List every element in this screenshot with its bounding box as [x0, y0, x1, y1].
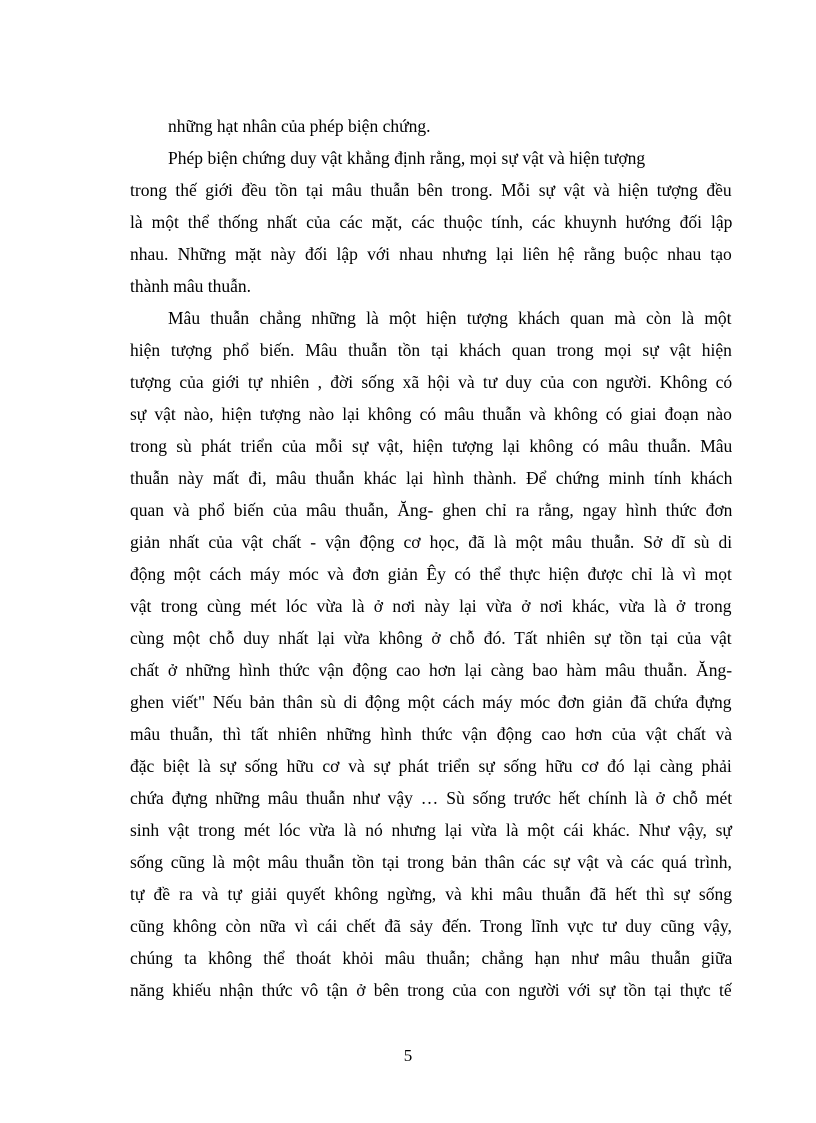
text-line-7: Mâu thuẫn chẳng những là một hiện tượng khách quan mà còn là một — [168, 308, 732, 328]
text-line-4: là một thể thống nhất của các mặt, các thuộc tính, các khuynh hướng đối lập — [130, 212, 733, 232]
text-line-24: sống cũng là một mâu thuẫn tồn tại trong bản thân các sự vật và các quá trình, — [130, 852, 732, 872]
text-line-17: cùng một chỗ duy nhất lại vừa không ở chỗ đó. Tất nhiên sự tồn tại của vật — [130, 628, 732, 648]
text-line-23: sinh vật trong mét lóc vừa là nó nhưng lại vừa là một cái khác. Như vậy, sự — [130, 820, 732, 840]
text-line-21: đặc biệt là sự sống hữu cơ và sự phát triển sự sống hữu cơ đó lại càng phải — [130, 756, 732, 776]
text-line-1: những hạt nhân của phép biện chứng. — [168, 116, 431, 136]
text-line-11: trong sù phát triển của mỗi sự vật, hiện tượng lại không có mâu thuẫn. Mâu — [130, 436, 733, 456]
text-line-25: tự đề ra và tự giải quyết không ngừng, và khi mâu thuẫn đã hết thì sự sống — [130, 884, 732, 904]
text-line-5: nhau. Những mặt này đối lập với nhau nhưng lại liên hệ rằng buộc nhau tạo — [130, 244, 732, 264]
text-line-14: giản nhất của vật chất - vận động cơ học, đã là một mâu thuẫn. Sở dĩ sù di — [130, 532, 733, 552]
text-line-13: quan và phổ biến của mâu thuẫn, Ăng- ghen chỉ ra rằng, ngay hình thức đơn — [130, 500, 733, 520]
text-line-22: chứa đựng những mâu thuẫn như vậy … Sù sống trước hết chính là ở chỗ mét — [130, 788, 733, 808]
text-line-8: hiện tượng phổ biến. Mâu thuẫn tồn tại khách quan trong mọi sự vật hiện — [130, 340, 732, 360]
text-line-9: tượng của giới tự nhiên , đời sống xã hội và tư duy của con người. Không có — [130, 372, 733, 392]
text-line-6: thành mâu thuẫn. — [130, 276, 252, 296]
text-line-19: ghen viết" Nếu bản thân sù di động một cách máy móc đơn giản đã chứa đựng — [130, 692, 732, 712]
text-line-2: Phép biện chứng duy vật khẳng định rằng, mọi sự vật và hiện tượng — [168, 148, 646, 168]
text-line-15: động một cách máy móc và đơn giản Êy có thể thực hiện được chỉ là vì mọt — [130, 564, 732, 584]
text-line-27: chúng ta không thể thoát khỏi mâu thuẫn; chẳng hạn như mâu thuẫn giữa — [130, 948, 733, 968]
text-line-18: chất ở những hình thức vận động cao hơn lại càng bao hàm mâu thuẫn. Ăng- — [130, 660, 733, 680]
text-line-12: thuẫn này mất đi, mâu thuẫn khác lại hình thành. Để chứng minh tính khách — [130, 468, 733, 488]
text-line-20: mâu thuẫn, thì tất nhiên những hình thức vận động cao hơn của vật chất và — [130, 724, 732, 744]
text-line-10: sự vật nào, hiện tượng nào lại không có mâu thuẫn và không có giai đoạn nào — [130, 404, 732, 424]
page-number: 5 — [403, 1046, 413, 1065]
text-line-3: trong thế giới đều tồn tại mâu thuẫn bên trong. Mỗi sự vật và hiện tượng đều — [130, 180, 732, 200]
text-line-16: vật trong cùng mét lóc vừa là ở nơi này lại vừa ở nơi khác, vừa là ở trong — [130, 596, 732, 616]
text-line-28: năng khiếu nhận thức vô tận ở bên trong của con người với sự tồn tại thực tế — [130, 980, 732, 1000]
text-line-26: cũng không còn nữa vì cái chết đã sảy đến. Trong lĩnh vực tư duy cũng vậy, — [130, 916, 732, 936]
